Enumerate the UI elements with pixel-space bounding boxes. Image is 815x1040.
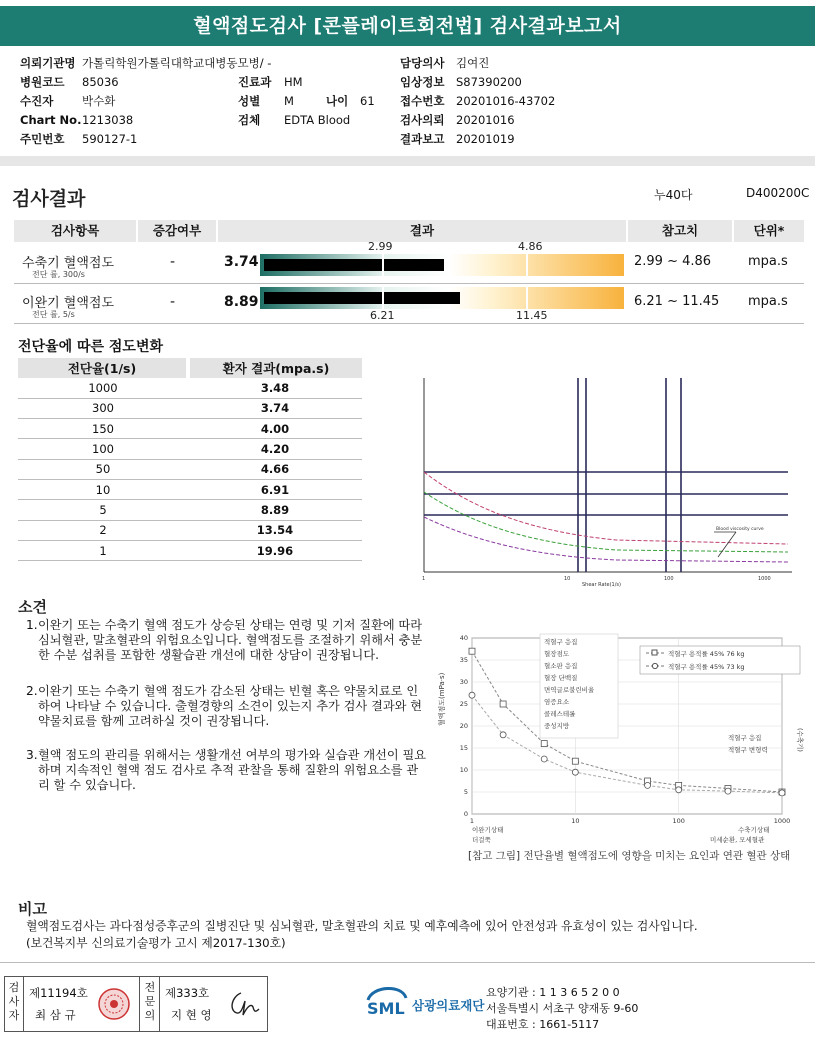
y-tick: 10 xyxy=(459,766,468,774)
receipt-label: 접수번호 xyxy=(400,94,445,108)
lab-phone: 대표번호 : 1661-5117 xyxy=(486,1018,600,1031)
sml-logo xyxy=(364,982,410,1022)
opinion-text: 이완기 또는 수축기 혈액 점도가 상승된 상태는 연령 및 기저 질환에 따라 심뇌혈관, 말초혈관의 위험요소입니다. 혈액점도를 조절하기 위해서 충분한 수분 섭취를 포함한 생활습관 개선에 대한 상담이 권장됩니다. xyxy=(38,618,423,662)
shear-col-header: 전단율(1/s) xyxy=(18,358,188,378)
remarks-title: 비고 xyxy=(18,900,47,918)
shear-rate: 100 xyxy=(18,439,188,459)
lab-address: 서울특별시 서초구 양재동 9-60 xyxy=(486,1002,639,1015)
reference-bar xyxy=(260,254,624,276)
y-tick: 30 xyxy=(459,678,468,686)
shear-rate: 150 xyxy=(18,419,188,439)
header-change: 증감여부 xyxy=(138,220,216,242)
results-header xyxy=(14,220,804,242)
shear-rate: 50 xyxy=(18,459,188,479)
result-value: 8.89 xyxy=(224,294,259,310)
table-row xyxy=(18,479,362,499)
header-unit: 단위* xyxy=(734,220,804,242)
y-axis-label: 혈액점도(mPa·s) xyxy=(438,672,446,726)
ref-low-label: 2.99 xyxy=(368,240,393,253)
x-left-label: 이완기상태 xyxy=(472,826,504,834)
clinical-label: 임상정보 xyxy=(400,75,445,89)
x-axis-label: Shear Rate(1/s) xyxy=(582,582,621,588)
rrn-label: 주민번호 xyxy=(20,132,65,146)
age-label: 나이 xyxy=(326,94,349,108)
shear-rate: 2 xyxy=(18,520,188,540)
specialist-label: 전문의 xyxy=(144,981,156,1022)
table-row xyxy=(18,500,362,520)
shear-rate: 10 xyxy=(18,479,188,499)
result-row-systolic xyxy=(14,240,804,284)
shear-result: 3.48 xyxy=(188,378,362,398)
examiner-id: 제11194호 xyxy=(29,986,88,1000)
shear-result: 13.54 xyxy=(188,520,362,540)
result-name: 이완기 혈액점도 xyxy=(22,296,115,311)
shear-result: 8.89 xyxy=(188,500,362,520)
opinion-title: 소견 xyxy=(18,598,47,616)
data-point xyxy=(676,787,682,793)
shear-table xyxy=(18,358,362,561)
specimen-label: 검체 xyxy=(238,113,261,127)
table-row xyxy=(18,520,362,540)
result-change: - xyxy=(170,294,176,310)
divider xyxy=(139,977,140,1031)
opinion-item xyxy=(26,618,428,663)
opinion-num: 2. xyxy=(26,684,38,698)
care-code: 요양기관 : 1 1 3 6 5 2 0 0 xyxy=(486,986,620,999)
factor-left: 면역글로불린비율 xyxy=(544,686,595,694)
data-point xyxy=(541,756,547,762)
logo-text: SML xyxy=(367,999,405,1018)
result-unit: mpa.s xyxy=(748,294,788,309)
examiner-label: 검사자 xyxy=(8,981,20,1022)
receipt-value: 20201016-43702 xyxy=(456,94,556,108)
age-value: 61 xyxy=(360,94,375,108)
x-right-label: 수축기상태 xyxy=(738,826,770,834)
reference-figure xyxy=(432,628,808,846)
results-title: 검사결과 xyxy=(12,188,86,210)
reference-bar xyxy=(260,287,624,309)
ref-low-tick xyxy=(382,254,384,276)
table-row xyxy=(18,540,362,560)
hospital-code-value: 85036 xyxy=(82,75,119,89)
result-ref: 2.99 ~ 4.86 xyxy=(634,254,712,269)
data-point xyxy=(779,790,785,796)
report-value: 20201019 xyxy=(456,132,515,146)
header-item: 검사항목 xyxy=(14,220,136,242)
factor-left: 혈장 단백질 xyxy=(544,674,578,682)
result-condition: 전단 률, 5/s xyxy=(32,310,75,319)
table-row xyxy=(18,439,362,459)
shear-col-header: 환자 결과(mpa.s) xyxy=(188,358,362,378)
y-tick: 35 xyxy=(459,656,468,664)
signature-mark xyxy=(223,987,263,1021)
data-point xyxy=(500,732,506,738)
patient-info xyxy=(20,54,800,150)
table-row xyxy=(18,459,362,479)
result-value: 3.74 xyxy=(224,254,259,270)
chart-value: 1213038 xyxy=(82,113,134,127)
seal-stamp xyxy=(97,987,131,1021)
y-tick: 20 xyxy=(459,722,468,730)
data-point xyxy=(500,701,506,707)
result-ref: 6.21 ~ 11.45 xyxy=(634,294,720,309)
shear-result: 4.66 xyxy=(188,459,362,479)
remarks-line: (보건복지부 신의료기술평가 고시 제2017-130호) xyxy=(26,936,286,950)
opinion-text: 이완기 또는 수축기 혈액 점도가 감소된 상태는 빈혈 혹은 약물치료로 인하여 나타날 수 있습니다. 출혈경향의 소견이 있는지 추가 검사 결과와 현 약물치료를 함께 고려하실 것이 권장됩니다. xyxy=(38,684,423,728)
request-value: 20201016 xyxy=(456,113,515,127)
x-tick: 1000 xyxy=(773,817,791,825)
factor-left: 혈장점도 xyxy=(544,650,570,658)
x-tick: 1 xyxy=(422,576,426,582)
dept-value: HM xyxy=(284,75,303,89)
y-tick: 15 xyxy=(459,744,468,752)
shear-result: 19.96 xyxy=(188,540,362,560)
data-point xyxy=(469,692,475,698)
doctor-label: 담당의사 xyxy=(400,56,445,70)
table-row xyxy=(18,378,362,398)
ref-high-label: 11.45 xyxy=(516,309,548,322)
dept-label: 진료과 xyxy=(238,75,272,89)
opinion-item xyxy=(26,748,428,793)
hospital-code-label: 병원코드 xyxy=(20,75,65,89)
examinee-label: 수진자 xyxy=(20,94,54,108)
shear-rate: 5 xyxy=(18,500,188,520)
factor-left: 염증요소 xyxy=(544,698,570,706)
header-result: 결과 xyxy=(218,220,626,242)
remarks-line: 혈액점도검사는 과다점성증후군의 질병진단 및 심뇌혈관, 말초혈관의 치료 및 예후예측에 있어 안전성과 유효성이 있는 검사입니다. xyxy=(26,919,698,933)
x-tick: 1000 xyxy=(758,576,771,582)
result-change: - xyxy=(170,254,176,270)
examinee-value: 박수화 xyxy=(82,94,116,108)
result-name: 수축기 혈액점도 xyxy=(22,256,115,271)
specialist-name: 지 현 영 xyxy=(171,1008,212,1022)
opinion-item xyxy=(26,684,428,729)
shear-title: 전단율에 따른 점도변화 xyxy=(18,339,163,355)
report-label: 결과보고 xyxy=(400,132,445,146)
shear-result: 6.91 xyxy=(188,479,362,499)
data-point xyxy=(541,741,547,747)
shear-rate: 300 xyxy=(18,398,188,418)
x-tick: 1 xyxy=(469,817,475,825)
value-bar xyxy=(264,292,460,304)
ref-high-label: 4.86 xyxy=(518,240,543,253)
examiner-name: 최 삼 규 xyxy=(35,1008,76,1022)
shear-rate: 1 xyxy=(18,540,188,560)
data-point xyxy=(572,769,578,775)
table-row xyxy=(18,419,362,439)
signature-box xyxy=(4,976,268,1032)
right-axis-label: (수축기) xyxy=(796,728,804,752)
data-point xyxy=(725,788,731,794)
ref-high-tick xyxy=(526,254,528,276)
x-right-label: 미세순환, 모세혈관 xyxy=(710,836,765,844)
table-row xyxy=(18,398,362,418)
report-title: 혈액점도검사 [콘플레이트회전법] 검사결과보고서 xyxy=(0,6,815,46)
rrn-value: 590127-1 xyxy=(82,132,138,146)
factor-left: 혈소판 응집 xyxy=(544,662,578,670)
shear-result: 4.00 xyxy=(188,419,362,439)
institution-label: 의뢰기관명 xyxy=(20,56,76,70)
y-tick: 0 xyxy=(463,810,468,818)
x-left-label: 더걸쭉 xyxy=(472,836,491,844)
result-row-diastolic xyxy=(14,284,804,324)
shear-result: 3.74 xyxy=(188,398,362,418)
divider xyxy=(23,977,24,1031)
separator xyxy=(0,156,815,166)
doctor-value: 김여진 xyxy=(456,56,490,70)
clinical-value: S87390200 xyxy=(456,75,522,89)
shear-result: 4.20 xyxy=(188,439,362,459)
y-tick: 5 xyxy=(463,788,468,796)
lab-name: 삼광의료재단 xyxy=(412,998,485,1013)
opinion-num: 3. xyxy=(26,748,38,762)
sex-value: M xyxy=(284,94,294,108)
institution-value: 가톨릭학원가톨릭대학교대병동모병/ - xyxy=(82,56,272,70)
footer-separator xyxy=(0,962,815,963)
divider xyxy=(159,977,160,1031)
specialist-id: 제333호 xyxy=(165,986,210,1000)
factor-left: 콜레스테롤 xyxy=(544,710,576,718)
result-condition: 전단 률, 300/s xyxy=(32,270,85,279)
results-code2: D400200C xyxy=(746,186,810,200)
specimen-value: EDTA Blood xyxy=(284,113,351,127)
x-tick: 10 xyxy=(564,576,571,582)
request-label: 검사의뢰 xyxy=(400,113,445,127)
factor-left: 중성지방 xyxy=(544,722,570,730)
viscosity-curve-graph xyxy=(396,372,796,588)
figure-caption: [참고 그림] 전단율별 혈액점도에 영향을 미치는 요인과 연관 혈관 상태 xyxy=(468,850,791,862)
legend-item: 적혈구 용적률 45% 73 kg xyxy=(668,663,745,671)
results-code1: 누40다 xyxy=(654,188,693,202)
chart-label: Chart No. xyxy=(20,113,82,127)
opinion-text: 혈액 점도의 관리를 위해서는 생활개선 여부의 평가와 실습관 개선이 필요하며 지속적인 혈액 점도 검사로 추적 관찰을 통해 질환의 위험요소를 관리 할 수 있습니다. xyxy=(38,748,427,792)
data-point xyxy=(469,648,475,654)
header-ref: 참고치 xyxy=(628,220,732,242)
legend-item: 적혈구 용적률 45% 76 kg xyxy=(668,650,745,658)
ref-low-tick xyxy=(382,287,384,309)
x-tick: 100 xyxy=(664,576,674,582)
factor-right: 적혈구 변형력 xyxy=(728,746,768,754)
opinion-num: 1. xyxy=(26,618,38,632)
ref-low-label: 6.21 xyxy=(370,309,395,322)
x-tick: 10 xyxy=(571,817,580,825)
data-point xyxy=(572,758,578,764)
shear-rate: 1000 xyxy=(18,378,188,398)
result-unit: mpa.s xyxy=(748,254,788,269)
annotation-label: Blood viscosity curve xyxy=(716,527,764,532)
x-tick: 100 xyxy=(672,817,685,825)
factor-left: 적혈구 응집 xyxy=(544,638,578,646)
data-point xyxy=(645,782,651,788)
factor-right: 적혈구 응집 xyxy=(728,734,762,742)
y-tick: 25 xyxy=(459,700,468,708)
sex-label: 성별 xyxy=(238,94,261,108)
value-bar xyxy=(264,259,444,271)
y-tick: 40 xyxy=(459,634,468,642)
ref-high-tick xyxy=(526,287,528,309)
